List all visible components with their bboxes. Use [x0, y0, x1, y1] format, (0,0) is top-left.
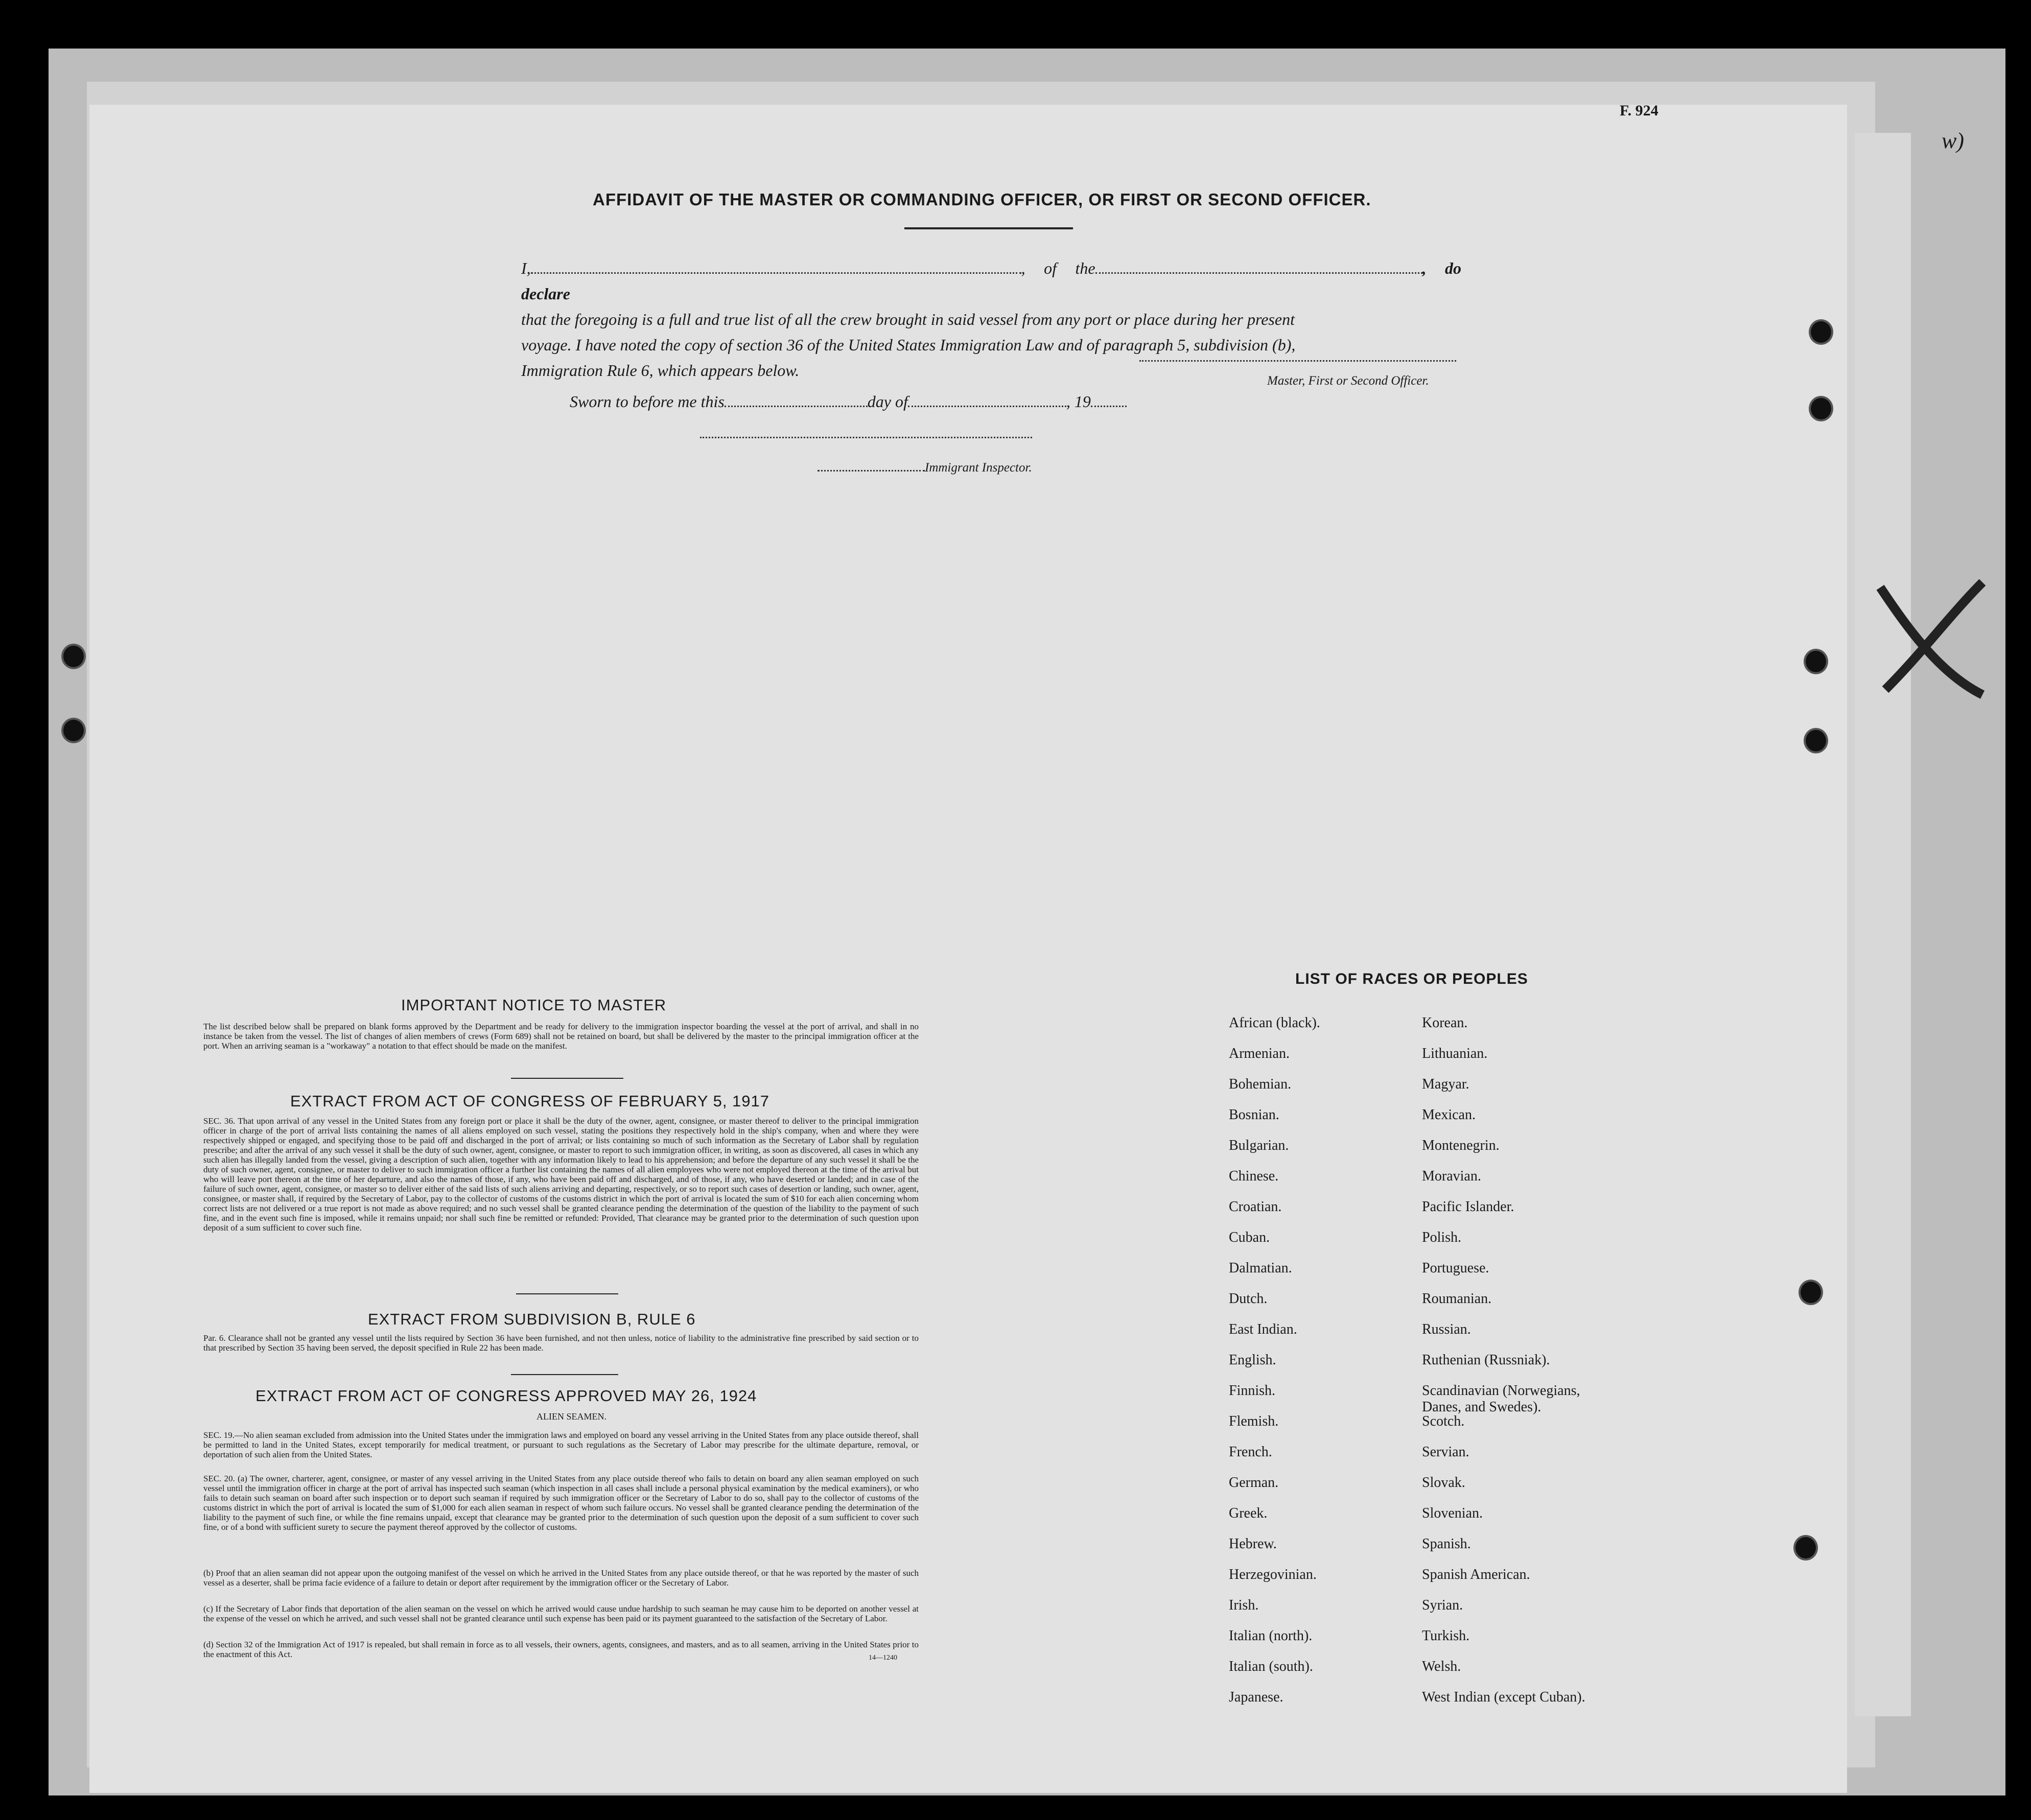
binder-hole	[1804, 649, 1828, 674]
extract-1924-sec20a: SEC. 20. (a) The owner, charterer, agent, consignee, or master of any vessel arriving in the United States from any place outside thereof who fails to detain on board any alien seaman employed on such vessel until the immigration officer in charge at the port of arrival has inspected such seaman (which inspection in all cases shall include a personal physical examination by the medical examiners), or who fails to detain such seaman on board after such inspection or to deport such seaman if required by such immigration officer or the Secretary of Labor to do so, shall pay to the collector of customs of the customs district in which the port of arrival is located the sum of $1,000 for each alien seaman in respect of whom such failure occurs. No vessel shall be granted clearance pending the determination of the liability to the payment of such fine, or while the fine remains unpaid, except that clearance may be granted prior to the determination of such question upon the deposit of a sum sufficient to cover such fine, or of a bond with sufficient surety to secure the payment thereof approved by the collector of customs.	[203, 1474, 919, 1532]
race-entry: African (black).	[1229, 1015, 1320, 1031]
form-number: F. 924	[1620, 102, 1659, 119]
corner-handwriting: w)	[1942, 128, 1964, 153]
affidavit-declaration	[521, 255, 1461, 383]
race-entry: German.	[1229, 1475, 1279, 1491]
binder-hole	[1793, 1535, 1818, 1561]
race-entry: Montenegrin.	[1422, 1138, 1500, 1153]
race-entry: Bosnian.	[1229, 1107, 1279, 1123]
declaration-line-2: that the foregoing is a full and true list of all the crew brought in said vessel from any port or place during her present	[521, 310, 1295, 328]
notice-text: The list described below shall be prepared on blank forms approved by the Department and be ready for delivery to the immigration inspector boarding the vessel at the port of arrival, and shall in no instance be taken from the vessel. The list of changes of alien members of crews (Form 689) shall not be retained on board, but shall be delivered by the master to the principal immigration officer at the port. When an arriving seaman is a "workaway" a notation to that effect should be made on the manifest.	[203, 1022, 919, 1051]
race-entry: Japanese.	[1229, 1689, 1283, 1705]
race-entry: Roumanian.	[1422, 1291, 1492, 1307]
race-entry: Flemish.	[1229, 1413, 1279, 1429]
races-title: LIST OF RACES OR PEOPLES	[1295, 971, 1528, 987]
extract-1924-title: EXTRACT FROM ACT OF CONGRESS APPROVED MAY 26, 1924	[255, 1387, 757, 1405]
race-entry: English.	[1229, 1352, 1276, 1368]
race-entry: Italian (south).	[1229, 1659, 1313, 1674]
race-entry: Turkish.	[1422, 1628, 1470, 1644]
binder-hole	[1809, 319, 1833, 345]
race-entry: Lithuanian.	[1422, 1046, 1488, 1061]
inspector-signature-line	[700, 437, 1032, 438]
extract-1924-sec20c: (c) If the Secretary of Labor finds that deportation of the alien seaman on the vessel on which he arrived would cause undue hardship to such seaman he may cause him to be deported on another vessel at the expense of the vessel on which he arrived, and such vessel shall not be granted clearance until such expense has been paid or its payment guaranteed to the satisfaction of the Secretary of Labor.	[203, 1604, 919, 1623]
declaration-line-4: Immigration Rule 6, which appears below.	[521, 361, 800, 380]
binder-hole	[61, 644, 86, 669]
extract-1924-sec20b: (b) Proof that an alien seaman did not appear upon the outgoing manifest of the vessel on which he arrived in the United States from any place outside thereof, or that he was reported by the master of such vessel as a deserter, shall be prima facie evidence of a failure to detain or deport after requirement by the immigration officer or the Secretary of Labor.	[203, 1568, 919, 1588]
race-entry: Mexican.	[1422, 1107, 1476, 1123]
binder-hole	[1804, 728, 1828, 753]
race-entry: Scotch.	[1422, 1413, 1465, 1429]
extract-1917-title: EXTRACT FROM ACT OF CONGRESS OF FEBRUARY 5, 1917	[290, 1092, 770, 1110]
print-code: 14—1240	[869, 1654, 897, 1662]
sworn-statement: Sworn to before me this day of , 19	[570, 392, 1127, 411]
extract-1917-text: SEC. 36. That upon arrival of any vessel in the United States from any foreign port or place it shall be the duty of the owner, agent, consignee, or master thereof to deliver to the principal immigration officer in charge of the port of arrival lists containing the names of all aliens employed on such vessel, stating the positions they respectively hold in the ship's company, when and where they were respectively shipped or engaged, and specifying those to be paid off and discharged in the port of arrival; or lists containing so much of such information as the Secretary of Labor shall by regulation prescribe; and after the arrival of any such vessel it shall be the duty of such owner, agent, consignee, or master to report to such immigration officer, in writing, as soon as discovered, all cases in which any such alien has illegally landed from the vessel, giving a description of such alien, together with any information likely to lead to his apprehension; and before the departure of any such vessel it shall be the duty of such owner, agent, consignee, or master to deliver to such immigration officer a further list containing the names of all alien employees who were not employed thereon at the time of the arrival but who will leave port thereon at the time of her departure, and also the names of those, if any, who have been paid off and discharged, and of those, if any, who have deserted or landed; and in case of the failure of such owner, agent, consignee, or master so to deliver either of the said lists of such aliens arriving and departing, respectively, or so to report such cases of desertion or landing, such owner, agent, consignee, or master shall, if required by the Secretary of Labor, pay to the collector of customs of the customs district in which the port of arrival is located the sum of $10 for each alien concerning whom correct lists are not delivered or a true report is not made as above required; and no such vessel shall be granted clearance pending the determination of the question of the liability to the payment of such fine, and in the event such fine is imposed, while it remains unpaid; nor shall such fine be remitted or refunded: Provided, That clearance may be granted prior to the determination of such question upon deposit of a sum sufficient to cover such fine.	[203, 1116, 919, 1233]
divider	[511, 1374, 618, 1375]
race-entry: Chinese.	[1229, 1168, 1279, 1184]
affidavit-title: AFFIDAVIT OF THE MASTER OR COMMANDING OFFICER, OR FIRST OR SECOND OFFICER.	[593, 190, 1371, 209]
race-entry: Korean.	[1422, 1015, 1468, 1031]
race-entry: Dalmatian.	[1229, 1260, 1292, 1276]
declaration-line-1: I, , of the , do declare	[521, 259, 1461, 303]
extract-1924-sec20d: (d) Section 32 of the Immigration Act of 1917 is repealed, but shall remain in force as to all vessels, their owners, agents, consignees, and masters, and as to all seamen, arriving in the United States prior to the enactment of this Act.	[203, 1640, 919, 1659]
back-sheet-edge	[1855, 133, 1911, 1716]
race-entry: Spanish.	[1422, 1536, 1471, 1552]
handwritten-x-mark	[1865, 572, 1998, 705]
extract-1924-subtitle: ALIEN SEAMEN.	[536, 1411, 606, 1422]
race-entry: Portuguese.	[1422, 1260, 1489, 1276]
race-entry: Finnish.	[1229, 1383, 1276, 1399]
divider	[511, 1078, 623, 1079]
race-entry: Bulgarian.	[1229, 1138, 1289, 1153]
race-entry: French.	[1229, 1444, 1272, 1460]
extract-1924-sec19: SEC. 19.—No alien seaman excluded from admission into the United States under the immigration laws and employed on board any vessel arriving in the United States from any place outside thereof, shall be permitted to land in the United States, except temporarily for medical treatment, or pursuant to such regulations as the Secretary of Labor may prescribe for the ultimate departure, removal, or deportation of such alien from the United States.	[203, 1430, 919, 1459]
race-entry: Armenian.	[1229, 1046, 1290, 1061]
extract-rule6-text: Par. 6. Clearance shall not be granted any vessel until the lists required by Section 36 have been furnished, and not then unless, notice of liability to the administrative fine prescribed by said section or to that prescribed by Section 35 having been served, the deposit specified in Rule 22 has been made.	[203, 1333, 919, 1353]
race-entry: Ruthenian (Russniak).	[1422, 1352, 1550, 1368]
race-entry: Cuban.	[1229, 1230, 1270, 1245]
race-entry: Danes, and Swedes).	[1422, 1399, 1542, 1415]
race-entry: Italian (north).	[1229, 1628, 1313, 1644]
binder-hole	[1799, 1280, 1823, 1305]
title-rule	[904, 227, 1073, 229]
officer-signature-line	[1139, 360, 1456, 362]
race-entry: Bohemian.	[1229, 1076, 1292, 1092]
race-entry: Dutch.	[1229, 1291, 1268, 1307]
binder-hole	[1809, 396, 1833, 421]
race-entry: Slovak.	[1422, 1475, 1465, 1491]
inspector-label: Immigrant Inspector.	[818, 461, 1032, 475]
officer-signature-label: Master, First or Second Officer.	[1267, 374, 1429, 388]
race-entry: Slovenian.	[1422, 1505, 1483, 1521]
race-entry: Greek.	[1229, 1505, 1268, 1521]
binder-hole	[61, 718, 86, 743]
race-entry: Magyar.	[1422, 1076, 1469, 1092]
divider	[516, 1293, 618, 1294]
race-entry: Croatian.	[1229, 1199, 1282, 1215]
race-entry: Russian.	[1422, 1321, 1471, 1337]
race-entry: Hebrew.	[1229, 1536, 1277, 1552]
race-entry: East Indian.	[1229, 1321, 1297, 1337]
race-entry: Scandinavian (Norwegians,	[1422, 1383, 1580, 1399]
race-entry: Welsh.	[1422, 1659, 1461, 1674]
race-entry: Irish.	[1229, 1597, 1259, 1613]
race-entry: West Indian (except Cuban).	[1422, 1689, 1585, 1705]
notice-title: IMPORTANT NOTICE TO MASTER	[401, 996, 667, 1014]
race-entry: Moravian.	[1422, 1168, 1481, 1184]
race-entry: Syrian.	[1422, 1597, 1463, 1613]
race-entry: Herzegovinian.	[1229, 1567, 1317, 1582]
declaration-line-3: voyage. I have noted the copy of section 36 of the United States Immigration Law and of paragraph 5, subdivision (b),	[521, 336, 1296, 354]
race-entry: Servian.	[1422, 1444, 1469, 1460]
extract-rule6-title: EXTRACT FROM SUBDIVISION B, RULE 6	[368, 1310, 696, 1328]
race-entry: Pacific Islander.	[1422, 1199, 1514, 1215]
race-entry: Spanish American.	[1422, 1567, 1530, 1582]
race-entry: Polish.	[1422, 1230, 1462, 1245]
